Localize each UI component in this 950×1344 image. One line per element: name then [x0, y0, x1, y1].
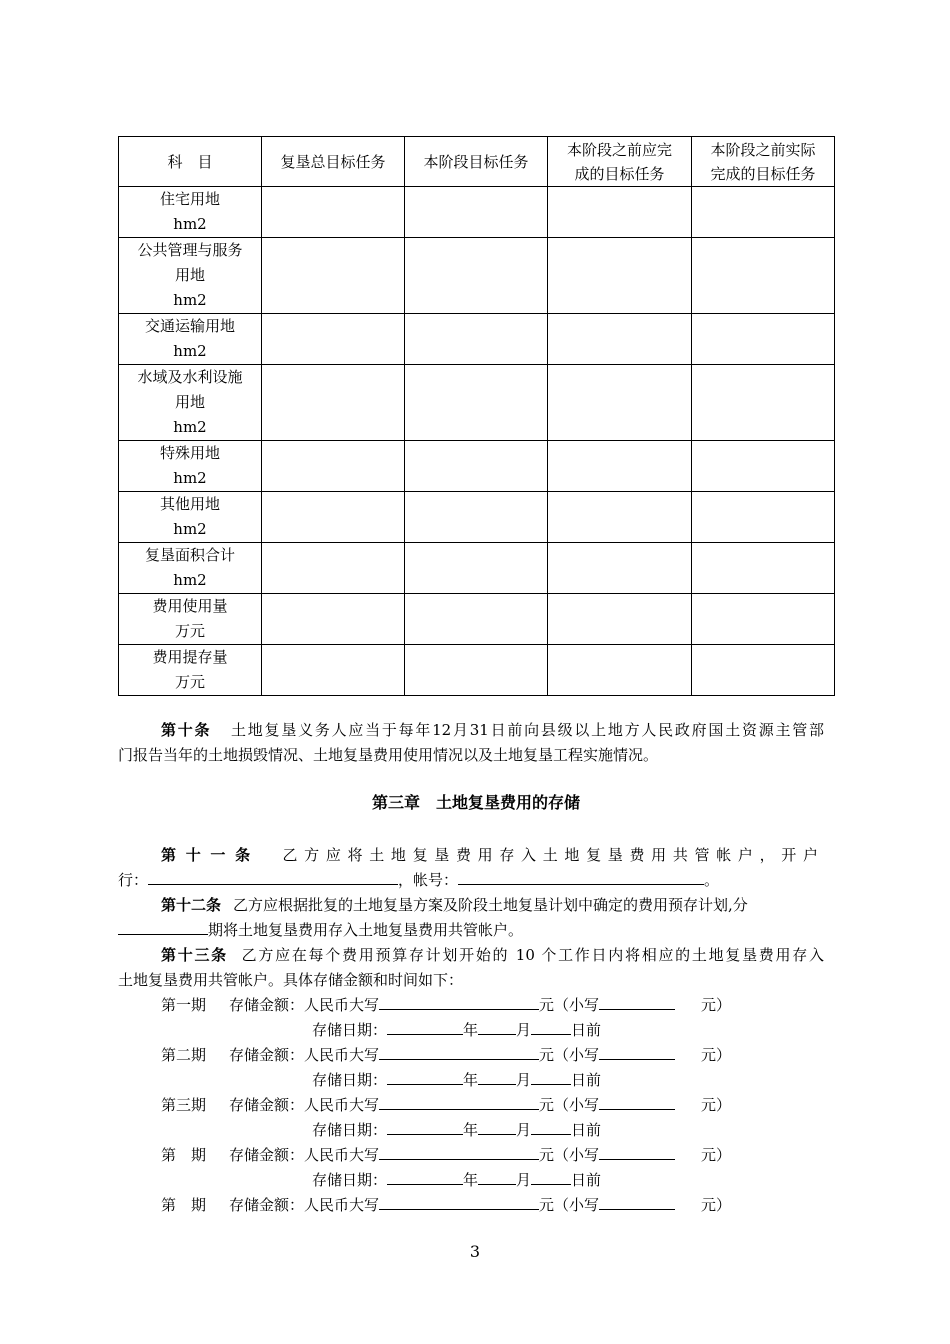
table-cell[interactable]: [262, 187, 405, 238]
bank-name-field[interactable]: [148, 868, 398, 885]
table-cell[interactable]: [262, 365, 405, 441]
row-label: 费用提存量 万元: [119, 645, 262, 696]
period-mark: 。: [704, 871, 720, 889]
yuan-close: 元）: [701, 1096, 732, 1114]
row-label: 特殊用地 hm2: [119, 441, 262, 492]
deposit-amount-row: [118, 993, 834, 1018]
deposit-date-row: [118, 1068, 834, 1093]
table-header-row: [119, 137, 835, 187]
row-label: 水域及水利设施 用地 hm2: [119, 365, 262, 441]
table-row: [119, 238, 835, 314]
table-cell[interactable]: [692, 365, 835, 441]
header-total-target: 复垦总目标任务: [262, 137, 405, 187]
month-field[interactable]: [478, 1118, 516, 1135]
table-cell[interactable]: [405, 645, 548, 696]
table-cell[interactable]: [262, 441, 405, 492]
amount-capital-field[interactable]: [379, 1143, 539, 1160]
article-12-line-2: [118, 918, 824, 943]
row-label: 交通运输用地 hm2: [119, 314, 262, 365]
date-label: 存储日期：: [312, 1121, 388, 1139]
table-cell[interactable]: [548, 314, 692, 365]
month-field[interactable]: [478, 1068, 516, 1085]
article-10-label: 第十条: [161, 721, 212, 739]
year-label: 年: [463, 1121, 479, 1139]
header-actual-before: 本阶段之前实际 完成的目标任务: [692, 137, 835, 187]
deposit-amount-row: [118, 1043, 834, 1068]
row-label: 复垦面积合计 hm2: [119, 543, 262, 594]
table-cell[interactable]: [548, 187, 692, 238]
table-cell[interactable]: [692, 314, 835, 365]
yuan-close: 元）: [701, 1196, 732, 1214]
table-row: [119, 594, 835, 645]
year-field[interactable]: [387, 1068, 463, 1085]
table-cell[interactable]: [692, 187, 835, 238]
period-label: 第 期: [161, 1146, 207, 1164]
year-label: 年: [463, 1171, 479, 1189]
article-11-line-2: [118, 868, 824, 893]
amount-figure-field[interactable]: [599, 1143, 675, 1160]
period-label: 第三期: [161, 1096, 207, 1114]
article-10: [118, 718, 824, 768]
day-field[interactable]: [531, 1018, 571, 1035]
table-row: [119, 645, 835, 696]
deposit-amount-row: [118, 1093, 834, 1118]
yuan-close: 元）: [701, 1046, 732, 1064]
amount-small-label: 元（小写: [539, 1046, 600, 1064]
article-11-text: 乙方应将土地复垦费用存入土地复垦费用共管帐户，开户: [281, 846, 824, 864]
row-label: 费用使用量 万元: [119, 594, 262, 645]
day-label: 日前: [571, 1121, 602, 1139]
month-label: 月: [516, 1071, 532, 1089]
day-label: 日前: [571, 1171, 602, 1189]
table-cell[interactable]: [262, 594, 405, 645]
table-cell[interactable]: [405, 594, 548, 645]
day-field[interactable]: [531, 1168, 571, 1185]
article-12-text-2: 期将土地复垦费用存入土地复垦费用共管帐户。: [208, 921, 524, 939]
amount-figure-field[interactable]: [599, 1193, 675, 1210]
deposit-date-row: [118, 1168, 834, 1193]
table-cell[interactable]: [548, 238, 692, 314]
amount-small-label: 元（小写: [539, 1196, 600, 1214]
table-cell[interactable]: [405, 314, 548, 365]
table-row: [119, 441, 835, 492]
deposit-amount-row: [118, 1193, 834, 1218]
day-field[interactable]: [531, 1068, 571, 1085]
month-label: 月: [516, 1121, 532, 1139]
date-line: [312, 1018, 601, 1043]
account-number-field[interactable]: [458, 868, 704, 885]
table-cell[interactable]: [405, 187, 548, 238]
article-13-label: 第十三条: [161, 946, 228, 964]
table-row: [119, 187, 835, 238]
table-cell[interactable]: [262, 314, 405, 365]
period-label: 第 期: [161, 1196, 207, 1214]
page-number: 3: [469, 1242, 481, 1261]
article-10-text: 土地复垦义务人应当于每年12月31日前向县级以上地方人民政府国土资源主管部: [229, 721, 824, 739]
date-label: 存储日期：: [312, 1071, 388, 1089]
amount-small-label: 元（小写: [539, 1096, 600, 1114]
day-label: 日前: [571, 1021, 602, 1039]
table-cell[interactable]: [405, 238, 548, 314]
article-11: [118, 843, 824, 893]
article-12-line-1: [118, 893, 824, 918]
yuan-close: 元）: [701, 996, 732, 1014]
date-line: [312, 1118, 601, 1143]
amount-figure-field[interactable]: [599, 1093, 675, 1110]
header-subject: 科 目: [119, 137, 262, 187]
table-cell[interactable]: [548, 441, 692, 492]
period-label: 第二期: [161, 1046, 207, 1064]
year-label: 年: [463, 1021, 479, 1039]
table-row: [119, 543, 835, 594]
reclamation-task-table: [118, 136, 835, 696]
year-label: 年: [463, 1071, 479, 1089]
year-field[interactable]: [387, 1118, 463, 1135]
amount-line: [229, 1043, 731, 1068]
table-cell[interactable]: [405, 492, 548, 543]
article-10-line-1: [118, 718, 824, 743]
article-11-label: 第十一条: [161, 846, 260, 864]
year-field[interactable]: [387, 1168, 463, 1185]
installments-field[interactable]: [118, 918, 208, 935]
amount-figure-field[interactable]: [599, 1043, 675, 1060]
table-cell[interactable]: [548, 645, 692, 696]
article-13: [118, 943, 824, 993]
amount-capital-field[interactable]: [379, 1093, 539, 1110]
table-row: [119, 314, 835, 365]
date-line: [312, 1168, 601, 1193]
row-label: 住宅用地 hm2: [119, 187, 262, 238]
day-field[interactable]: [531, 1118, 571, 1135]
article-13-line-1: [118, 943, 824, 968]
table-cell[interactable]: [692, 492, 835, 543]
amount-label: 存储金额：人民币大写: [229, 1146, 380, 1164]
amount-capital-field[interactable]: [379, 993, 539, 1010]
article-13-line-2: 土地复垦费用共管帐户。具体存储金额和时间如下：: [118, 971, 464, 989]
header-stage-target: 本阶段目标任务: [405, 137, 548, 187]
table-row: [119, 365, 835, 441]
article-12-label: 第十二条: [161, 896, 222, 914]
amount-capital-field[interactable]: [379, 1043, 539, 1060]
table-cell[interactable]: [692, 543, 835, 594]
amount-line: [229, 1193, 731, 1218]
day-label: 日前: [571, 1071, 602, 1089]
table-cell[interactable]: [405, 441, 548, 492]
amount-small-label: 元（小写: [539, 996, 600, 1014]
amount-small-label: 元（小写: [539, 1146, 600, 1164]
deposit-date-row: [118, 1118, 834, 1143]
amount-label: 存储金额：人民币大写: [229, 1046, 380, 1064]
table-cell[interactable]: [548, 365, 692, 441]
chapter-title: 第三章 土地复垦费用的存储: [371, 793, 580, 812]
period-label: 第一期: [161, 996, 207, 1014]
year-field[interactable]: [387, 1018, 463, 1035]
bank-label: 行：: [118, 871, 149, 889]
table-cell[interactable]: [262, 492, 405, 543]
table-cell[interactable]: [405, 365, 548, 441]
table-cell[interactable]: [548, 543, 692, 594]
table-cell[interactable]: [262, 238, 405, 314]
month-label: 月: [516, 1171, 532, 1189]
date-line: [312, 1068, 601, 1093]
deposit-amount-row: [118, 1143, 834, 1168]
amount-figure-field[interactable]: [599, 993, 675, 1010]
amount-line: [229, 1143, 731, 1168]
amount-capital-field[interactable]: [379, 1193, 539, 1210]
amount-line: [229, 993, 731, 1018]
amount-line: [229, 1093, 731, 1118]
date-label: 存储日期：: [312, 1171, 388, 1189]
article-12-text: 乙方应根据批复的土地复垦方案及阶段土地复垦计划中确定的费用预存计划,分: [233, 896, 748, 914]
article-11-line-1: [118, 843, 824, 868]
row-label: 其他用地 hm2: [119, 492, 262, 543]
header-expected-before: 本阶段之前应完 成的目标任务: [548, 137, 692, 187]
table-cell[interactable]: [692, 645, 835, 696]
table-row: [119, 492, 835, 543]
account-label: ，帐号：: [398, 871, 459, 889]
amount-label: 存储金额：人民币大写: [229, 1196, 380, 1214]
date-label: 存储日期：: [312, 1021, 388, 1039]
table-cell[interactable]: [692, 594, 835, 645]
month-field[interactable]: [478, 1018, 516, 1035]
deposit-date-row: [118, 1018, 834, 1043]
table-cell[interactable]: [548, 594, 692, 645]
table-cell[interactable]: [548, 492, 692, 543]
month-field[interactable]: [478, 1168, 516, 1185]
table-cell[interactable]: [405, 543, 548, 594]
article-10-line-2: 门报告当年的土地损毁情况、土地复垦费用使用情况以及土地复垦工程实施情况。: [118, 746, 659, 764]
amount-label: 存储金额：人民币大写: [229, 996, 380, 1014]
table-cell[interactable]: [692, 441, 835, 492]
table-cell[interactable]: [262, 645, 405, 696]
month-label: 月: [516, 1021, 532, 1039]
article-13-text: 乙方应在每个费用预算存计划开始的 10 个工作日内将相应的土地复垦费用存入: [239, 946, 824, 964]
row-label: 公共管理与服务 用地 hm2: [119, 238, 262, 314]
amount-label: 存储金额：人民币大写: [229, 1096, 380, 1114]
yuan-close: 元）: [701, 1146, 732, 1164]
table-cell[interactable]: [692, 238, 835, 314]
table-cell[interactable]: [262, 543, 405, 594]
article-12: [118, 893, 824, 943]
